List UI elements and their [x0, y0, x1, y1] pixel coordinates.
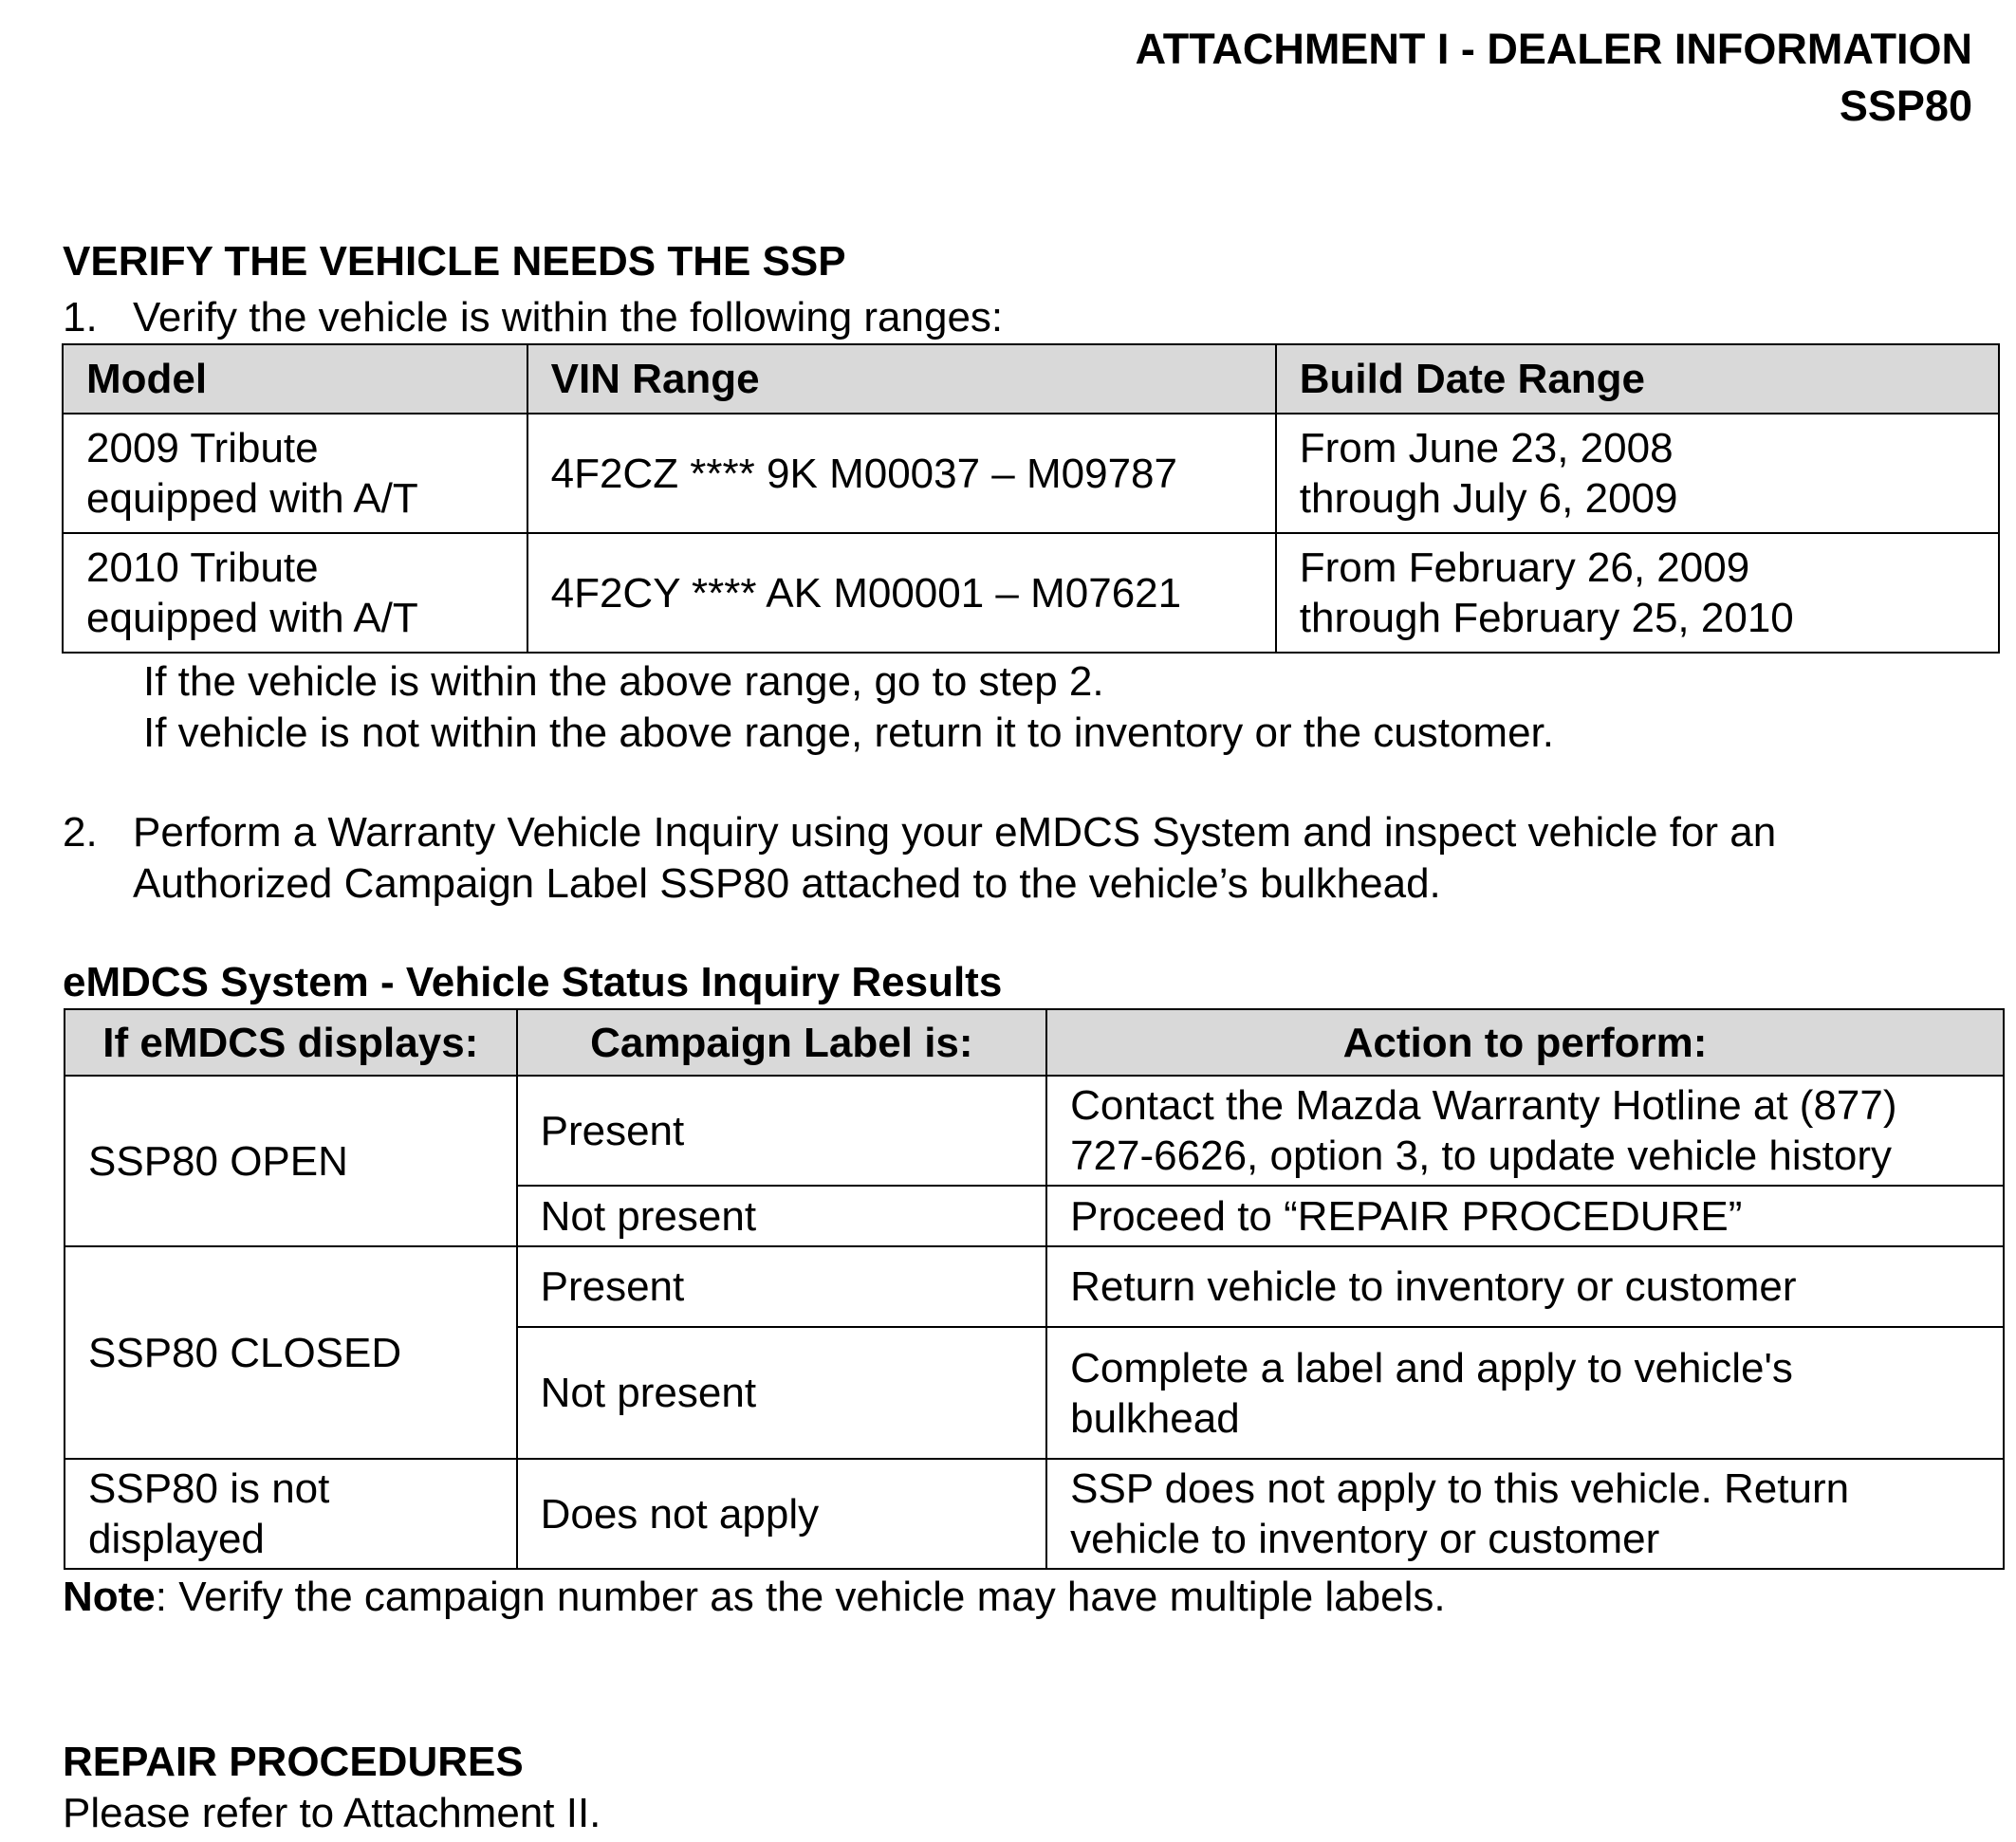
label-cell: Not present	[517, 1186, 1047, 1246]
note-text: : Verify the campaign number as the vehicle may have multiple labels.	[155, 1574, 1446, 1620]
header-campaign-code: SSP80	[1839, 82, 1972, 130]
header-model: Model	[63, 344, 527, 414]
header-build-date-range: Build Date Range	[1276, 344, 1999, 414]
label-cell: Present	[517, 1246, 1047, 1327]
note-label: Note	[63, 1574, 156, 1620]
header-campaign-label: Campaign Label is:	[517, 1009, 1047, 1076]
action-cell: SSP does not apply to this vehicle. Return vehicle to inventory or customer	[1046, 1459, 2004, 1569]
action-cell: Proceed to “REPAIR PROCEDURE”	[1046, 1186, 2004, 1246]
step-2-text-line1: Perform a Warranty Vehicle Inquiry using your eMDCS System and inspect vehicle for an	[133, 809, 1777, 856]
header-title: ATTACHMENT I - DEALER INFORMATION	[1135, 25, 1972, 73]
label-cell: Not present	[517, 1327, 1047, 1459]
table-row	[65, 1459, 2004, 1569]
step-2-number: 2.	[63, 809, 98, 856]
step-2-text-line2: Authorized Campaign Label SSP80 attached to the vehicle’s bulkhead.	[133, 860, 1441, 907]
table-header-row	[63, 344, 1999, 414]
header-emdcs-displays: If eMDCS displays:	[65, 1009, 517, 1076]
table-row	[63, 414, 1999, 533]
step-1	[63, 292, 1003, 343]
document-header	[1136, 21, 1972, 135]
table-row	[65, 1076, 2004, 1186]
header-action: Action to perform:	[1046, 1009, 2004, 1076]
inquiry-results-table	[64, 1008, 2005, 1570]
status-cell-not-displayed: SSP80 is not displayed	[65, 1459, 517, 1569]
build-date-cell: From June 23, 2008 through July 6, 2009	[1276, 414, 1999, 533]
repair-section-title: REPAIR PROCEDURES	[63, 1739, 524, 1785]
out-of-range-instruction: If vehicle is not within the above range, return it to inventory or the customer.	[143, 709, 1554, 756]
range-instructions	[143, 656, 1554, 759]
verify-section-title: VERIFY THE VEHICLE NEEDS THE SSP	[63, 238, 846, 285]
header-vin-range: VIN Range	[527, 344, 1276, 414]
emdcs-section-title: eMDCS System - Vehicle Status Inquiry Results	[63, 959, 1003, 1005]
action-cell: Return vehicle to inventory or customer	[1046, 1246, 2004, 1327]
step-1-text: Verify the vehicle is within the following ranges:	[133, 294, 1004, 341]
vehicle-range-table	[62, 343, 2000, 654]
table-row	[65, 1246, 2004, 1327]
vin-range-cell: 4F2CY **** AK M00001 – M07621	[527, 533, 1276, 653]
repair-reference: Please refer to Attachment II.	[63, 1790, 601, 1836]
campaign-note	[63, 1571, 1446, 1624]
status-cell-open: SSP80 OPEN	[65, 1076, 517, 1246]
step-1-number: 1.	[63, 294, 98, 341]
action-cell: Complete a label and apply to vehicle's bulkhead	[1046, 1327, 2004, 1459]
model-cell: 2010 Tribute equipped with A/T	[63, 533, 527, 653]
action-cell: Contact the Mazda Warranty Hotline at (877) 727-6626, option 3, to update vehicle history	[1046, 1076, 2004, 1186]
vin-range-cell: 4F2CZ **** 9K M00037 – M09787	[527, 414, 1276, 533]
label-cell: Present	[517, 1076, 1047, 1186]
in-range-instruction: If the vehicle is within the above range, go to step 2.	[143, 658, 1104, 705]
model-cell: 2009 Tribute equipped with A/T	[63, 414, 527, 533]
status-cell-closed: SSP80 CLOSED	[65, 1246, 517, 1459]
build-date-cell: From February 26, 2009 through February 25, 2010	[1276, 533, 1999, 653]
table-row	[63, 533, 1999, 653]
label-cell: Does not apply	[517, 1459, 1047, 1569]
table-header-row	[65, 1009, 2004, 1076]
step-2	[63, 807, 1776, 910]
